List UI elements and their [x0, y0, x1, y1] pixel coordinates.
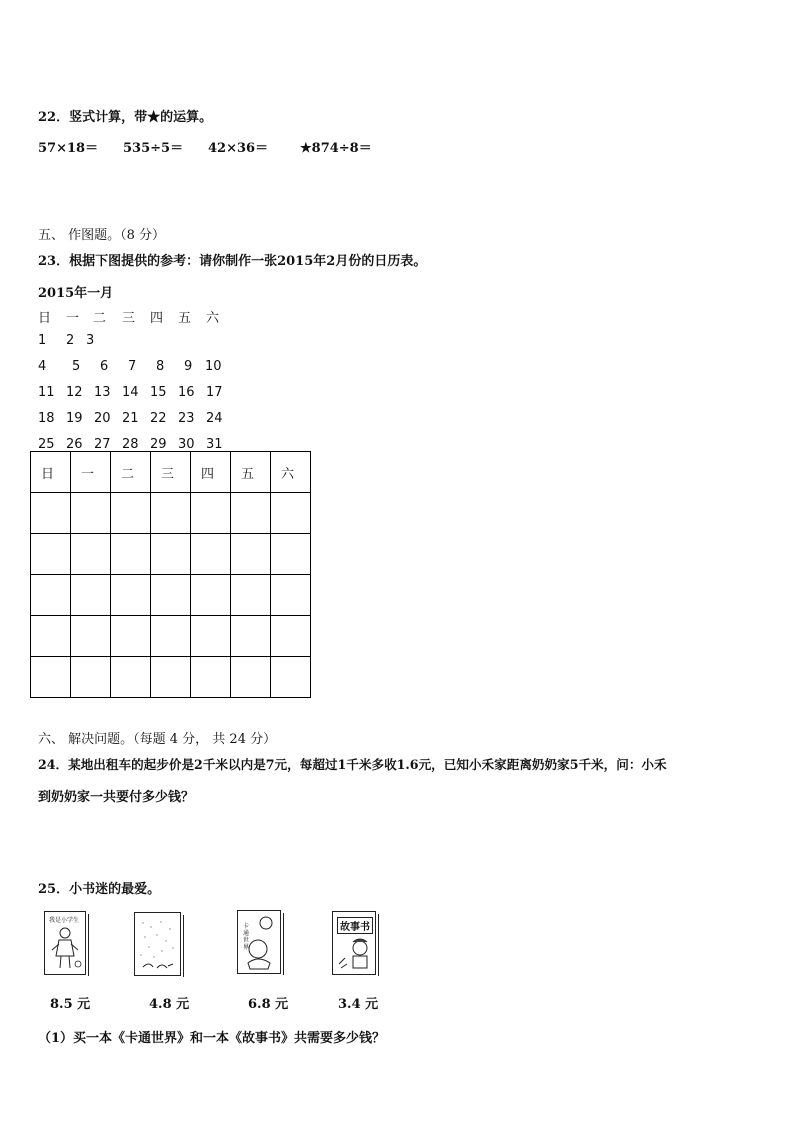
book-price-3: 6.8 元 [248, 997, 289, 1012]
grid-row [31, 616, 311, 657]
ref-day: 6 [100, 359, 109, 374]
grid-cell[interactable] [231, 616, 271, 657]
grid-row [31, 575, 311, 616]
grid-cell[interactable] [231, 657, 271, 698]
grid-row [31, 493, 311, 534]
book-cover-text-3: 卡通世界 [243, 923, 250, 951]
ref-day: 20 [94, 411, 111, 426]
ref-day: 19 [66, 411, 83, 426]
book-cover-text-4: 故事书 [337, 917, 373, 934]
q22-problem-4: ★874÷8＝ [300, 141, 372, 156]
grid-cell[interactable] [111, 575, 151, 616]
grid-header-cell: 三 [151, 452, 191, 493]
grid-header-row [31, 452, 311, 493]
ref-day: 28 [122, 437, 139, 452]
grid-cell[interactable] [151, 493, 191, 534]
grid-header-cell: 日 [31, 452, 71, 493]
ref-day: 15 [150, 385, 167, 400]
ref-day: 4 [38, 359, 47, 374]
grid-row [31, 657, 311, 698]
q23-ref-title: 2015年一月 [38, 286, 114, 301]
book-cover-text-1: 我是小学生 [49, 917, 80, 924]
ref-day: 25 [38, 437, 55, 452]
grid-cell[interactable] [111, 616, 151, 657]
book-image-2 [134, 912, 181, 976]
ref-day: 12 [66, 385, 83, 400]
grid-cell[interactable] [271, 493, 311, 534]
q23-title: 23．根据下图提供的参考：请你制作一张2015年2月份的日历表。 [38, 254, 427, 269]
grid-header-cell: 四 [191, 452, 231, 493]
ref-day: 22 [150, 411, 167, 426]
grid-cell[interactable] [191, 657, 231, 698]
ref-weekday: 一 [66, 311, 80, 326]
grid-header-cell: 二 [111, 452, 151, 493]
ref-weekday: 二 [93, 311, 107, 326]
grid-cell[interactable] [71, 493, 111, 534]
ref-day: 3 [86, 333, 95, 348]
q24-line2: 到奶奶家一共要付多少钱？ [38, 790, 195, 805]
grid-cell[interactable] [31, 657, 71, 698]
grid-cell[interactable] [191, 616, 231, 657]
q22-problem-2: 535÷5＝ [123, 141, 184, 156]
ref-day: 26 [66, 437, 83, 452]
grid-cell[interactable] [71, 657, 111, 698]
ref-weekday: 五 [178, 311, 192, 326]
ref-weekday: 六 [206, 311, 220, 326]
grid-cell[interactable] [231, 493, 271, 534]
grid-cell[interactable] [71, 575, 111, 616]
grid-cell[interactable] [191, 575, 231, 616]
ref-day: 14 [122, 385, 139, 400]
book-image-1 [44, 911, 86, 975]
grid-cell[interactable] [31, 575, 71, 616]
grid-cell[interactable] [31, 493, 71, 534]
grid-cell[interactable] [111, 534, 151, 575]
q22-problem-1: 57×18＝ [38, 141, 99, 156]
ref-weekday: 日 [38, 311, 52, 326]
story-character-icon [333, 912, 375, 974]
ref-day: 8 [156, 359, 165, 374]
section6-title: 六、 解决问题。（每题 4 分， 共 24 分） [38, 732, 277, 747]
grid-cell[interactable] [111, 493, 151, 534]
grid-header-cell: 五 [231, 452, 271, 493]
ref-day: 13 [94, 385, 111, 400]
book-image-4 [332, 911, 376, 975]
book-image-3 [237, 910, 281, 974]
grid-cell[interactable] [191, 493, 231, 534]
ref-day: 31 [206, 437, 223, 452]
grid-cell[interactable] [151, 616, 191, 657]
dotted-cover-icon [135, 913, 180, 975]
ref-day: 30 [178, 437, 195, 452]
book-price-2: 4.8 元 [149, 997, 190, 1012]
ref-day: 29 [150, 437, 167, 452]
ref-day: 16 [178, 385, 195, 400]
grid-cell[interactable] [31, 616, 71, 657]
grid-cell[interactable] [71, 534, 111, 575]
grid-header-cell: 一 [71, 452, 111, 493]
ref-day: 9 [184, 359, 193, 374]
ref-day: 21 [122, 411, 139, 426]
ref-day: 1 [38, 333, 47, 348]
grid-header-cell: 六 [271, 452, 311, 493]
grid-cell[interactable] [271, 534, 311, 575]
grid-cell[interactable] [191, 534, 231, 575]
q24-line1: 24．某地出租车的起步价是2千米以内是7元，每超过1千米多收1.6元，已知小禾家距离奶奶家5千米，问：小禾 [38, 757, 667, 772]
book-price-1: 8.5 元 [50, 997, 91, 1012]
q22-title: 22．竖式计算，带★的运算。 [38, 110, 213, 125]
grid-cell[interactable] [111, 657, 151, 698]
ref-day: 11 [38, 385, 55, 400]
ref-day: 23 [178, 411, 195, 426]
ref-day: 5 [72, 359, 81, 374]
ref-day: 27 [94, 437, 111, 452]
grid-cell[interactable] [231, 575, 271, 616]
grid-cell[interactable] [71, 616, 111, 657]
grid-cell[interactable] [151, 534, 191, 575]
student-figure-icon [45, 924, 85, 974]
grid-cell[interactable] [151, 575, 191, 616]
q25-subquestion-1: （1）买一本《卡通世界》和一本《故事书》共需要多少钱？ [38, 1031, 386, 1046]
grid-cell[interactable] [271, 575, 311, 616]
q22-problem-3: 42×36＝ [208, 141, 269, 156]
book-price-4: 3.4 元 [338, 997, 379, 1012]
grid-cell[interactable] [151, 657, 191, 698]
q25-title: 25．小书迷的最爱。 [38, 882, 161, 897]
ref-weekday: 四 [150, 311, 164, 326]
blank-calendar-grid [30, 451, 311, 698]
ref-day: 10 [205, 359, 222, 374]
grid-row [31, 534, 311, 575]
ref-day: 17 [206, 385, 223, 400]
grid-cell[interactable] [31, 534, 71, 575]
section5-title: 五、 作图题。（8 分） [38, 228, 166, 243]
ref-day: 2 [66, 333, 75, 348]
grid-cell[interactable] [271, 657, 311, 698]
grid-cell[interactable] [231, 534, 271, 575]
ref-day: 24 [206, 411, 223, 426]
ref-day: 18 [38, 411, 55, 426]
grid-cell[interactable] [271, 616, 311, 657]
ref-weekday: 三 [122, 311, 136, 326]
ref-day: 7 [128, 359, 137, 374]
